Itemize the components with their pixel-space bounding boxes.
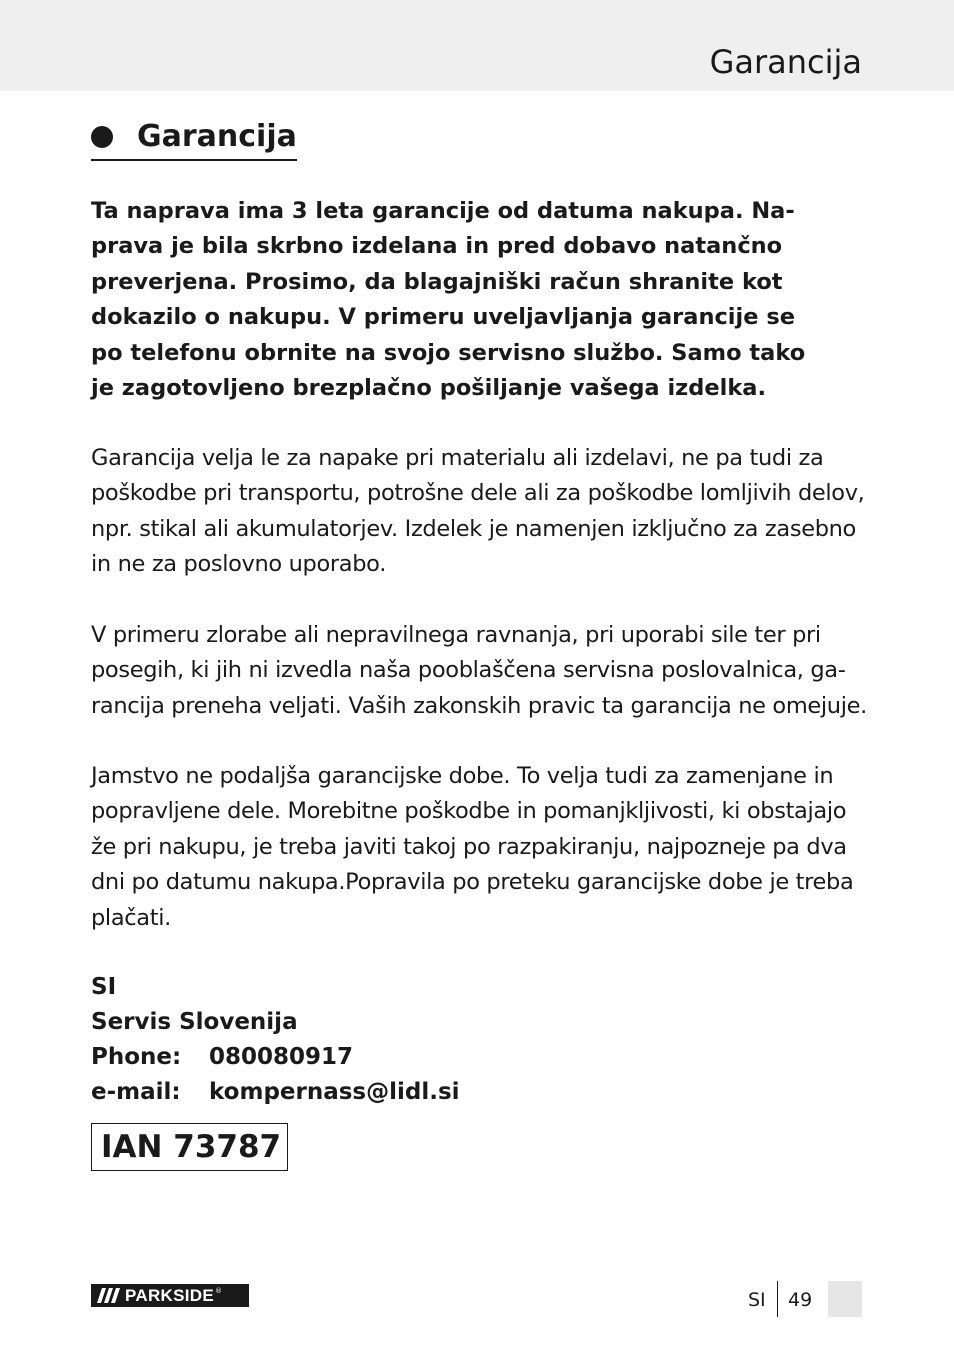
ian-number-box: IAN 73787: [91, 1123, 288, 1171]
text-line: dokazilo o nakupu. V primeru uveljavljanja garancije se: [91, 304, 795, 331]
section-title: Garancija: [137, 119, 297, 154]
paragraph-3: [91, 759, 867, 936]
page-header-title: Garancija: [709, 43, 862, 81]
email-label: e-mail:: [91, 1079, 181, 1105]
text-line: Garancija velja le za napake pri materialu ali izdelavi, ne pa tudi za: [91, 445, 824, 471]
phone-label: Phone:: [91, 1044, 182, 1070]
bullet-icon: [91, 126, 113, 148]
text-line: Jamstvo ne podaljša garancijske dobe. To velja tudi za zamenjane in: [91, 763, 834, 789]
text-line: je zagotovljeno brezplačno pošiljanje vašega izdelka.: [91, 375, 767, 402]
text-line: dni po datumu nakupa.Popravila po preteku garancijske dobe je treba: [91, 869, 854, 896]
text-line: po telefonu obrnite na svojo servisno službo. Samo tako: [91, 339, 806, 366]
contact-service-name: Servis Slovenija: [91, 1009, 298, 1035]
service-contact: [91, 970, 460, 1110]
text-line: rancija preneha veljati. Vaših zakonskih pravic ta garancija ne omejuje.: [91, 692, 867, 719]
registered-mark: ®: [215, 1287, 222, 1295]
text-line: preverjena. Prosimo, da blagajniški račun shranite kot: [91, 268, 783, 295]
intro-paragraph: [91, 194, 867, 406]
text-line: Ta naprava ima 3 leta garancije od datuma nakupa. Na-: [91, 198, 795, 224]
text-line: in ne za poslovno uporabo.: [91, 551, 387, 578]
text-line: plačati.: [91, 904, 171, 931]
brand-logo: [91, 1284, 249, 1307]
footer-language: SI: [748, 1289, 766, 1311]
text-line: npr. stikal ali akumulatorjev. Izdelek je namenjen izključno za zasebno: [91, 515, 856, 542]
phone-number: 080080917: [209, 1044, 354, 1070]
text-line: posegih, ki jih ni izvedla naša pooblaščena servisna poslovalnica, ga-: [91, 657, 846, 684]
text-line: V primeru zlorabe ali nepravilnega ravnanja, pri uporabi sile ter pri: [91, 622, 821, 648]
text-line: poškodbe pri transportu, potrošne dele ali za poškodbe lomljivih delov,: [91, 480, 865, 507]
brand-name: PARKSIDE: [125, 1286, 214, 1305]
logo-stripes-icon: [91, 1284, 125, 1307]
text-line: popravljene dele. Morebitne poškodbe in pomanjkljivosti, ki obstajajo: [91, 798, 847, 825]
header-band: [0, 0, 954, 91]
text-line: prava je bila skrbno izdelana in pred dobavo natančno: [91, 233, 783, 260]
contact-country: SI: [91, 974, 117, 1000]
page-number: 49: [788, 1289, 813, 1311]
footer-divider: [777, 1281, 778, 1317]
paragraph-1: [91, 441, 867, 583]
paragraph-2: [91, 618, 867, 724]
section-heading: [91, 117, 297, 161]
footer-tab-marker: [828, 1281, 862, 1317]
email-address: kompernass@lidl.si: [209, 1079, 460, 1105]
text-line: že pri nakupu, je treba javiti takoj po razpakiranju, najpozneje pa dva: [91, 833, 847, 860]
